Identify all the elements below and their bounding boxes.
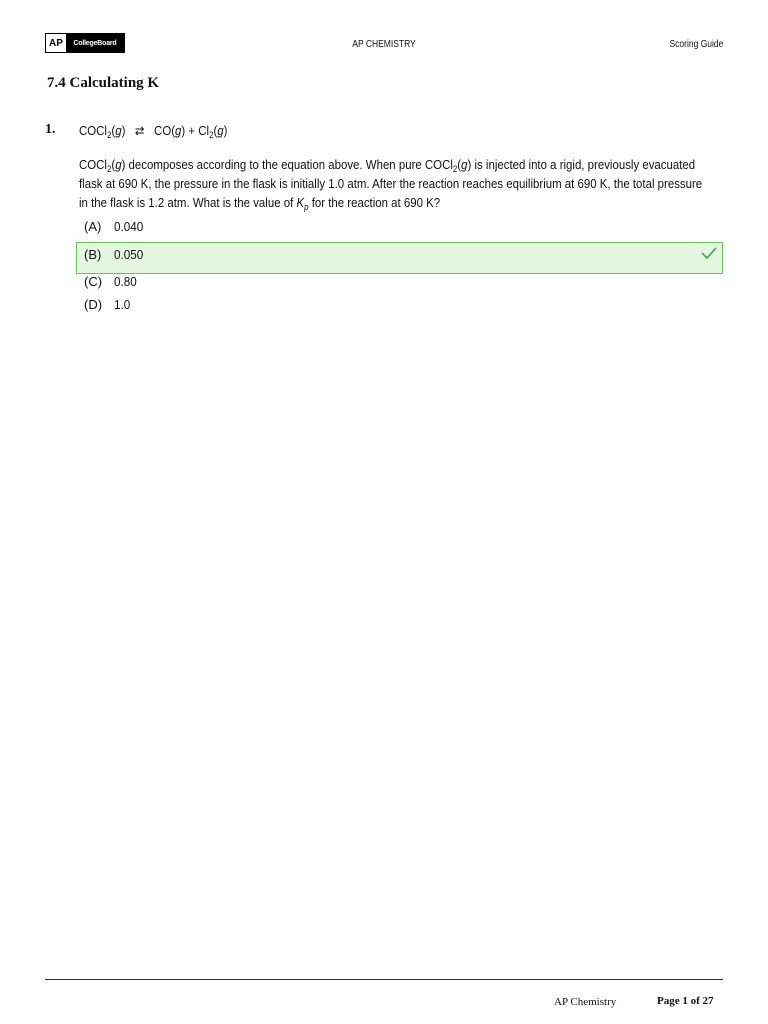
logo-brand-text: CollegeBoard: [66, 34, 124, 52]
choice-a[interactable]: [84, 219, 147, 234]
choice-value: 1.0: [114, 297, 131, 312]
eq-phase-1: g: [115, 123, 122, 138]
eq-product2-sub: 2: [209, 130, 214, 140]
eq-reactant: COCl: [79, 123, 107, 138]
stem-text-4: (: [457, 157, 462, 172]
footer-divider: [45, 979, 723, 980]
eq-phase-3: g: [217, 123, 224, 138]
eq-product1-end: ): [181, 123, 186, 138]
reaction-equation: COCl$_2$(g) ⇄ $CO(g) + Cl_2(g)$: [79, 123, 228, 140]
logo-ap-text: AP: [46, 34, 66, 52]
stem-text-6: for the reaction at 690 K?: [308, 195, 441, 210]
page-header: [45, 33, 723, 55]
stem-phase-2: g: [461, 157, 468, 172]
choice-b[interactable]: [84, 247, 147, 262]
choice-value: 0.040: [114, 219, 144, 234]
eq-arrow: ⇄: [134, 123, 145, 138]
stem-text-3: ) decomposes according to the equation above. When pure COCl: [121, 157, 453, 172]
choice-value: 0.80: [114, 274, 137, 289]
stem-text-5: ) is injected into a rigid, previously evacuated flask at 690 K, the pressure in the flask is initially 1.0 atm. After the reaction reaches equilibrium at 690 K, the total pressure in the flask is 1.2 atm. What is the value of: [79, 157, 703, 210]
stem-text-1: COCl: [79, 157, 107, 172]
stem-sub-2: 2: [452, 164, 458, 174]
stem-kp: K: [296, 195, 305, 210]
stem-text-2: (: [111, 157, 116, 172]
footer-subject: AP Chemistry: [554, 996, 617, 1008]
question-number: 1.: [45, 122, 56, 137]
header-doc-type: Scoring Guide: [669, 39, 723, 50]
choice-d[interactable]: [84, 297, 132, 312]
eq-product1: CO(: [154, 123, 176, 138]
correct-answer-highlight: [76, 242, 723, 274]
choice-label: (C): [84, 274, 103, 289]
stem-sub-1: 2: [106, 164, 112, 174]
choice-label: (A): [84, 219, 102, 234]
choice-value: 0.050: [114, 247, 144, 262]
header-subject: AP CHEMISTRY: [352, 39, 416, 50]
eq-plus: + Cl: [185, 123, 210, 138]
section-title: 7.4 Calculating K: [47, 75, 160, 91]
checkmark-icon: [700, 246, 718, 260]
choice-label: (D): [84, 297, 103, 312]
question-stem: [79, 155, 713, 212]
eq-phase-2: g: [175, 123, 182, 138]
stem-kp-sub: p: [304, 202, 309, 212]
stem-phase-1: g: [115, 157, 122, 172]
page-number: Page 1 of 27: [657, 995, 714, 1007]
choice-c[interactable]: [84, 274, 139, 289]
choice-label: (B): [84, 247, 102, 262]
eq-reactant-sub: 2: [106, 130, 112, 140]
